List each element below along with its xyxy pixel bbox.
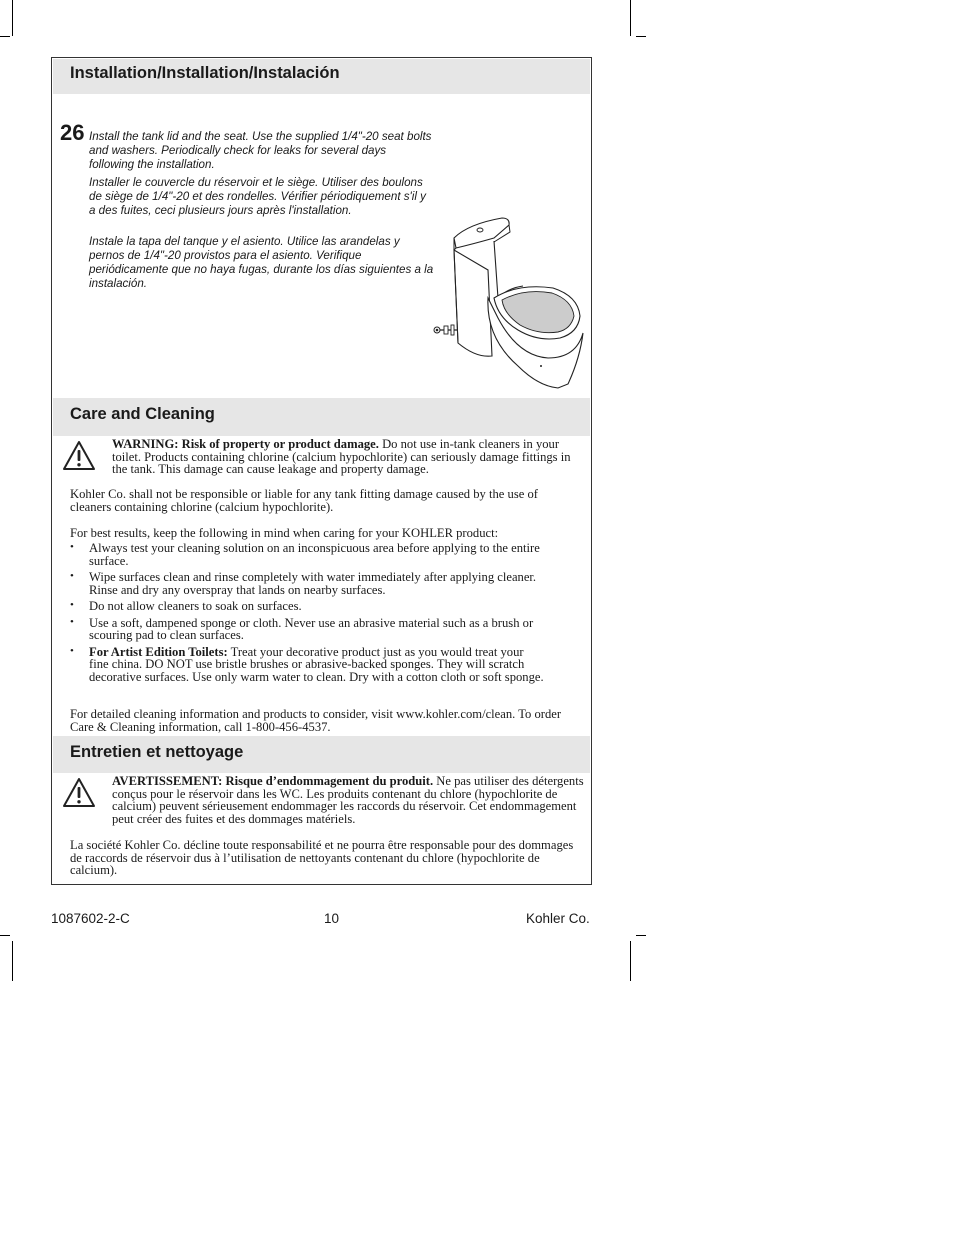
bullet-text: Treat your decorative product just as you would treat your fine china. DO NOT use bristle brushes or abrasive-backed sponges. They will scratch decorative surfaces. Use only warm water to clean. Dry with a cotton cloth or soft sponge. [89, 644, 544, 684]
entretien-warning [112, 775, 584, 825]
crop-mark [630, 941, 631, 981]
doc-number: 1087602-2-C [51, 911, 130, 926]
toilet-illustration [428, 208, 588, 393]
list-item [70, 617, 545, 642]
installation-header [53, 59, 590, 94]
warning-icon [62, 440, 96, 472]
care-bullet-list [70, 542, 545, 687]
entretien-title: Entretien et nettoyage [70, 743, 244, 761]
list-item [70, 542, 545, 567]
bullet-glyph: • [70, 599, 74, 611]
bullet-text: Do not allow cleaners to soak on surfaces. [89, 599, 302, 613]
care-header [53, 398, 590, 436]
list-item [70, 646, 545, 684]
bullet-text: Use a soft, dampened sponge or cloth. Never use an abrasive material such as a brush or scouring pad to clean surfaces. [89, 615, 534, 642]
bullet-text: Always test your cleaning solution on an inconspicuous area before applying to the entire surface. [89, 541, 540, 568]
page-number: 10 [324, 911, 340, 926]
installation-title: Installation/Installation/Instalación [70, 64, 340, 82]
care-intro: For best results, keep the following in mind when caring for your KOHLER product: [70, 526, 499, 540]
entretien-liability: La société Kohler Co. décline toute responsabilité et ne pourra être responsable pour des dommages de raccords de réservoir dus à l’utilisation de nettoyants contenant du chlore (hypochlorite de calcium). [70, 838, 574, 877]
content-frame [51, 57, 592, 885]
entretien-warning-lead: AVERTISSEMENT: Risque d’endommagement du produit. [112, 774, 434, 788]
entretien-warning-body: Ne pas utiliser des détergents conçus pour le réservoir dans les WC. Les produits contenant du chlore (hypochlorite de calcium) peuvent sérieusement endommager les raccords du réservoir. Cet endommagement peut créer des fuites et des dommages matériels. [112, 774, 584, 826]
care-liability: Kohler Co. shall not be responsible or liable for any tank fitting damage caused by the use of cleaners containing chlorine (calcium hypochlorite). [70, 487, 538, 514]
list-item [70, 600, 545, 613]
care-details: For detailed cleaning information and products to consider, visit www.kohler.com/clean. To order Care & Cleaning information, call 1-800-456-4537. [70, 707, 562, 734]
crop-mark [12, 941, 13, 981]
crop-mark [630, 0, 631, 36]
crop-mark [636, 935, 646, 936]
bullet-glyph: • [70, 644, 74, 657]
bullet-text: Wipe surfaces clean and rinse completely with water immediately after applying cleaner. Rinse and dry any overspray that lands on nearby surfaces. [89, 570, 537, 597]
step-number: 26 [60, 120, 85, 145]
bullet-lead: For Artist Edition Toilets: [89, 644, 228, 659]
bullet-glyph: • [70, 541, 74, 553]
crop-mark [636, 36, 646, 37]
care-warning-body: Do not use in-tank cleaners in your toilet. Products containing chlorine (calcium hypochlorite) can seriously damage fittings in the tank. This damage can cause leakage and property damage. [112, 437, 571, 476]
crop-mark [0, 935, 10, 936]
care-warning-lead: WARNING: Risk of property or product damage. [112, 437, 379, 451]
company-name: Kohler Co. [526, 911, 590, 926]
warning-icon [62, 777, 96, 809]
step-text-es: Instale la tapa del tanque y el asiento. Utilice las arandelas y pernos de 1/4"-20 provistos para el asiento. Verifique periódicamente que no haya fugas, durante los días siguientes a la instalación. [89, 235, 434, 290]
care-warning [112, 438, 582, 476]
step-text-en: Install the tank lid and the seat. Use the supplied 1/4"-20 seat bolts and washers. Periodically check for leaks for several days following the installation. [89, 130, 432, 171]
care-title: Care and Cleaning [70, 405, 215, 423]
bullet-glyph: • [70, 615, 74, 628]
entretien-header [53, 736, 590, 773]
crop-mark [0, 36, 10, 37]
step-text-fr: Installer le couvercle du réservoir et le siège. Utiliser des boulons de siège de 1/4"-20 et des rondelles. Vérifier périodiquement s'il y a des fuites, ceci plusieurs jours après l'installation. [89, 176, 426, 217]
list-item [70, 571, 545, 596]
bullet-glyph: • [70, 570, 74, 582]
crop-mark [12, 0, 13, 36]
